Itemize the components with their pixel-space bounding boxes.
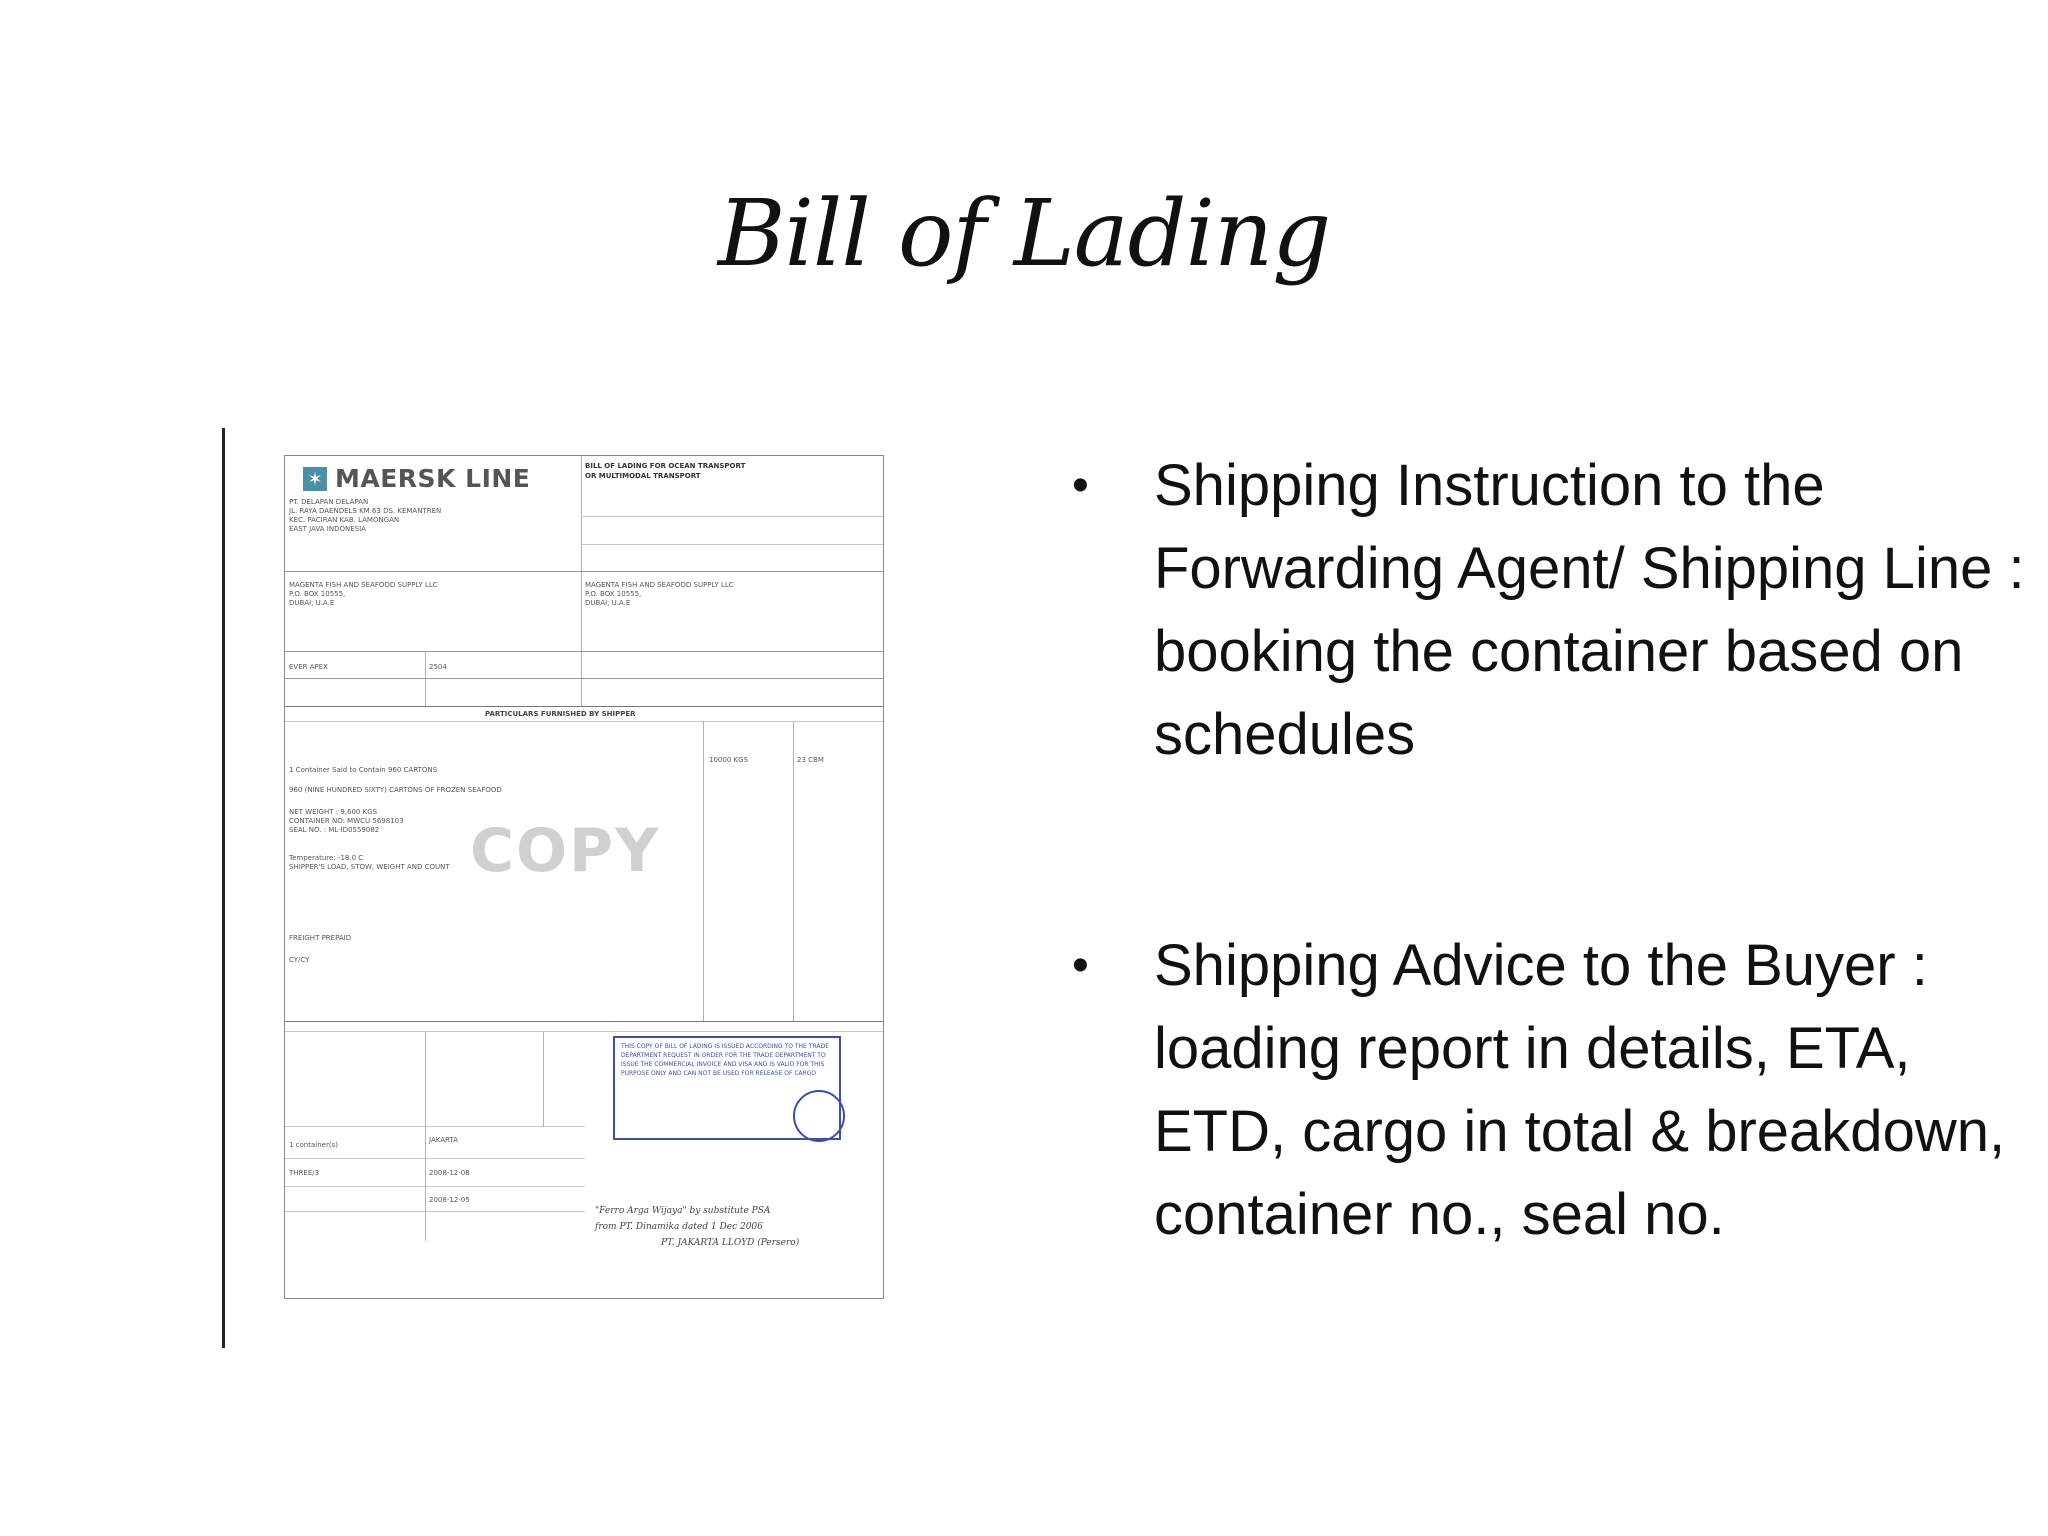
star-icon: ✶ bbox=[303, 467, 327, 491]
bullet-item bbox=[1072, 924, 2032, 1256]
measure: 23 CBM bbox=[797, 756, 824, 764]
signature: from PT. Dinamika dated 1 Dec 2006 bbox=[595, 1222, 763, 1232]
slide-title: Bill of Lading bbox=[717, 180, 1331, 287]
row-divider bbox=[285, 1126, 585, 1127]
vessel: EVER APEX bbox=[289, 663, 328, 671]
date: 2008-12-08 bbox=[429, 1169, 470, 1177]
bullet-item bbox=[1072, 444, 2032, 776]
consignee-line: P.O. BOX 10555, bbox=[289, 590, 346, 598]
col-divider bbox=[425, 1031, 426, 1241]
goods-line: 960 (NINE HUNDRED SIXTY) CARTONS OF FROZEN SEAFOOD bbox=[289, 786, 502, 794]
row-divider bbox=[285, 721, 883, 722]
blue-stamp: THIS COPY OF BILL OF LADING IS ISSUED ACCORDING TO THE TRADE DEPARTMENT REQUEST IN ORDER FOR THE TRADE DEPARTMENT TO ISSUE THE COMMERCIAL INVOICE AND VISA AND IS VALID FOR THIS PURPOSE ONLY AND CAN NOT BE USED FOR RELEASE OF CARGO bbox=[613, 1036, 841, 1140]
row-divider bbox=[581, 544, 883, 545]
row-divider bbox=[285, 1158, 585, 1159]
row-divider bbox=[285, 1186, 585, 1187]
containers: 1 container(s) bbox=[289, 1141, 338, 1149]
bullet-text: Shipping Instruction to the Forwarding Agent/ Shipping Line : booking the container based on schedules bbox=[1154, 453, 2025, 767]
logo-text: MAERSK LINE bbox=[335, 464, 531, 493]
goods-line: SEAL NO. : ML-ID0559082 bbox=[289, 826, 380, 834]
goods-line: SHIPPER'S LOAD, STOW, WEIGHT AND COUNT bbox=[289, 863, 450, 871]
date: 2008-12-05 bbox=[429, 1196, 470, 1204]
bullet-text: Shipping Advice to the Buyer : loading report in details, ETA, ETD, cargo in total & breakdown, container no., seal no. bbox=[1154, 933, 2006, 1247]
consignee-line: DUBAI, U.A.E bbox=[289, 599, 335, 607]
row-divider bbox=[285, 1021, 883, 1022]
bill-of-lading-image bbox=[284, 455, 884, 1299]
row-divider bbox=[285, 1031, 883, 1032]
originals: THREE/3 bbox=[289, 1169, 320, 1177]
col-divider bbox=[425, 651, 426, 706]
col-divider bbox=[793, 721, 794, 1021]
shipper-line: JL. RAYA DAENDELS KM.63 DS. KEMANTREN bbox=[289, 507, 442, 515]
notify-line: DUBAI, U.A.E bbox=[585, 599, 631, 607]
goods-line: FREIGHT PREPAID bbox=[289, 934, 352, 942]
weight: 10000 KGS bbox=[709, 756, 748, 764]
row-divider bbox=[285, 678, 883, 679]
goods-line: 1 Container Said to Contain 960 CARTONS bbox=[289, 766, 438, 774]
col-divider bbox=[543, 1031, 544, 1126]
copy-watermark: COPY bbox=[470, 816, 661, 886]
row-divider bbox=[285, 1211, 585, 1212]
col-divider bbox=[581, 456, 582, 706]
bullet-dot: • bbox=[1072, 459, 1089, 512]
particulars-heading: PARTICULARS FURNISHED BY SHIPPER bbox=[485, 710, 636, 718]
maersk-logo bbox=[303, 464, 530, 493]
place-of-issue: JAKARTA bbox=[429, 1136, 458, 1144]
signature: "Ferro Arga Wijaya" by substitute PSA bbox=[595, 1206, 771, 1216]
goods-line: CONTAINER NO: MWCU 5698103 bbox=[289, 817, 404, 825]
row-divider bbox=[285, 706, 883, 707]
shipper-line: KEC. PACIRAN KAB. LAMONGAN bbox=[289, 516, 400, 524]
col-divider bbox=[703, 721, 704, 1021]
goods-line: Temperature: -18.0 C bbox=[289, 854, 364, 862]
doc-heading: BILL OF LADING FOR OCEAN TRANSPORT bbox=[585, 462, 746, 470]
row-divider bbox=[285, 571, 883, 572]
voyage: 2504 bbox=[429, 663, 447, 671]
goods-line: CY/CY bbox=[289, 956, 310, 964]
consignee-line: MAGENTA FISH AND SEAFOOD SUPPLY LLC bbox=[289, 581, 438, 589]
shipper-line: PT. DELAPAN DELAPAN bbox=[289, 498, 369, 506]
bullet-list bbox=[1072, 444, 2032, 1256]
notify-line: MAGENTA FISH AND SEAFOOD SUPPLY LLC bbox=[585, 581, 734, 589]
signature: PT. JAKARTA LLOYD (Persero) bbox=[661, 1238, 800, 1248]
shipper-line: EAST JAVA INDONESIA bbox=[289, 525, 366, 533]
vertical-divider bbox=[222, 428, 225, 1348]
notify-line: P.O. BOX 10555, bbox=[585, 590, 642, 598]
row-divider bbox=[285, 651, 883, 652]
goods-line: NET WEIGHT : 9,600 KGS bbox=[289, 808, 378, 816]
seal-icon bbox=[793, 1090, 845, 1142]
row-divider bbox=[581, 516, 883, 517]
doc-heading-2: OR MULTIMODAL TRANSPORT bbox=[585, 472, 701, 480]
bullet-dot: • bbox=[1072, 939, 1089, 992]
